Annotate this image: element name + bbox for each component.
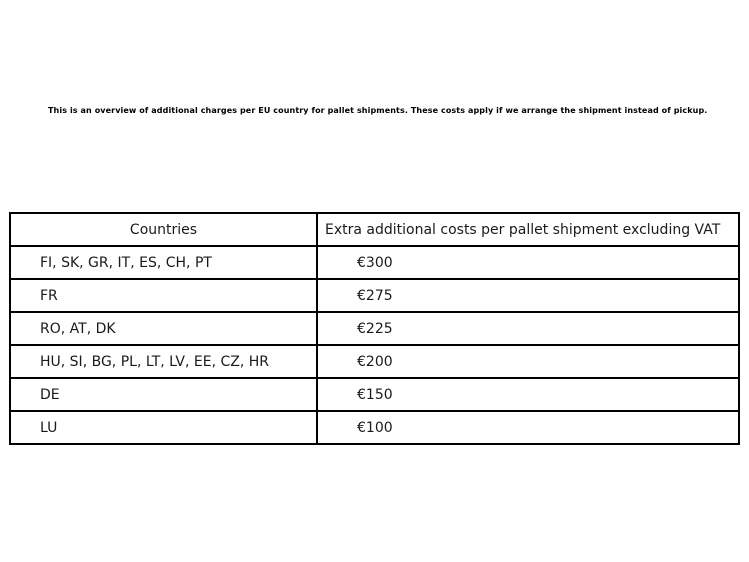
- cost-cell: €275: [317, 279, 739, 312]
- table-row: [10, 312, 739, 345]
- table-header-row: [10, 213, 739, 246]
- intro-text: This is an overview of additional charges per EU country for pallet shipments. These costs apply if we arrange the shipment instead of pickup.: [48, 106, 708, 115]
- cost-cell: €100: [317, 411, 739, 444]
- countries-cell: FI, SK, GR, IT, ES, CH, PT: [10, 246, 317, 279]
- table-row: [10, 279, 739, 312]
- cost-cell: €200: [317, 345, 739, 378]
- countries-cell: HU, SI, BG, PL, LT, LV, EE, CZ, HR: [10, 345, 317, 378]
- cost-cell: €225: [317, 312, 739, 345]
- table-row: [10, 246, 739, 279]
- header-cost: Extra additional costs per pallet shipment excluding VAT: [317, 213, 739, 246]
- cost-cell: €150: [317, 378, 739, 411]
- charges-table: [9, 212, 740, 445]
- table-row: [10, 378, 739, 411]
- table-row: [10, 345, 739, 378]
- countries-cell: LU: [10, 411, 317, 444]
- countries-cell: DE: [10, 378, 317, 411]
- countries-cell: RO, AT, DK: [10, 312, 317, 345]
- header-countries: Countries: [10, 213, 317, 246]
- countries-cell: FR: [10, 279, 317, 312]
- table-row: [10, 411, 739, 444]
- cost-cell: €300: [317, 246, 739, 279]
